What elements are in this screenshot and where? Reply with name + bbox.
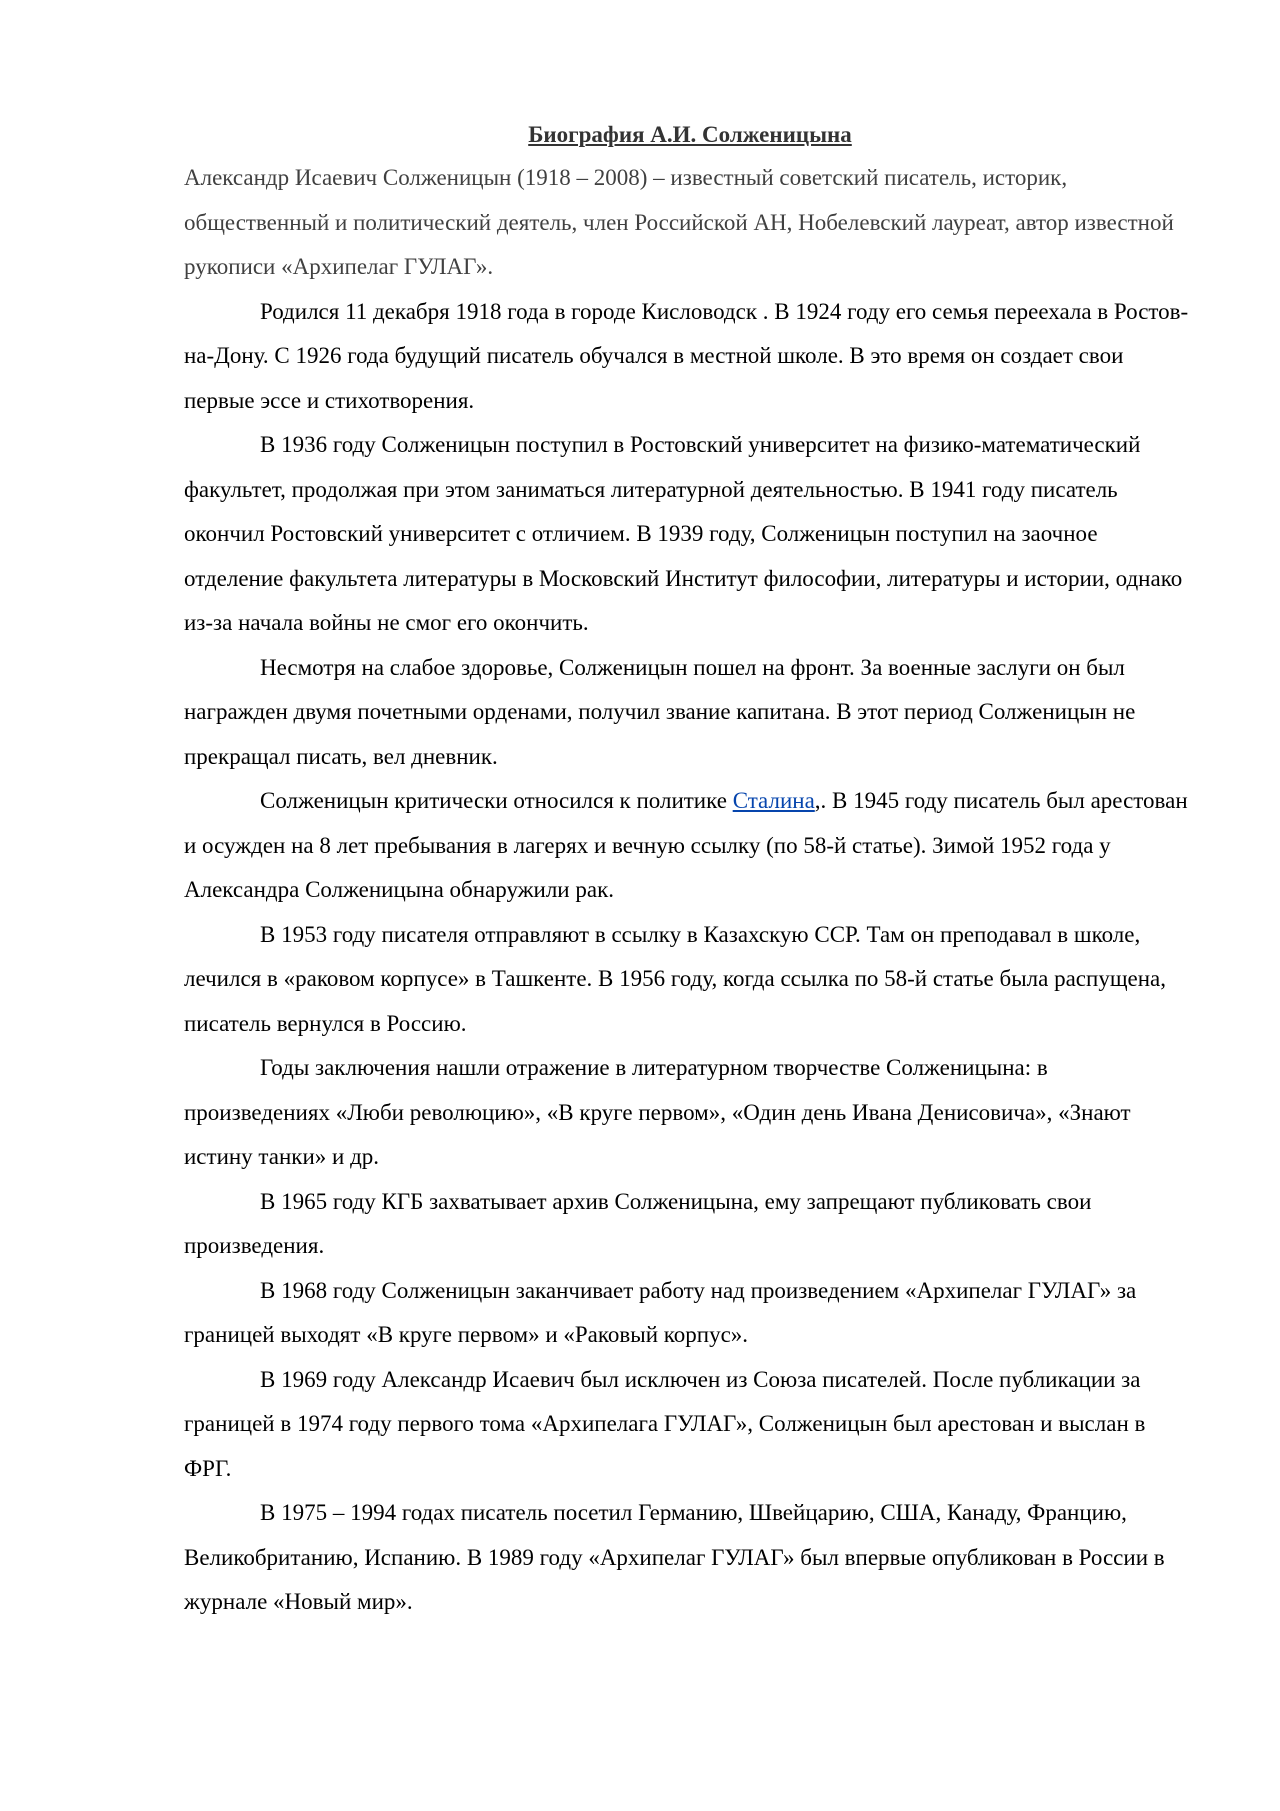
paragraph-front: Несмотря на слабое здоровье, Солженицын пошел на фронт. За военные заслуги он был награжден двумя почетными орденами, получил звание капитана. В этот период Солженицын не прекращал писать, вел дневник.	[184, 654, 1136, 769]
paragraph-gulag: В 1968 году Солженицын заканчивает работу над произведением «Архипелаг ГУЛАГ» за границей выходят «В круге первом» и «Раковый корпус».	[184, 1277, 1137, 1347]
document-page	[184, 118, 1196, 1625]
paragraph-exile: В 1953 году писателя отправляют в ссылку в Казахскую ССР. Там он преподавал в школе, лечился в «раковом корпусе» в Ташкенте. В 1956 году, когда ссылка по 58-й статье была распущена, писатель вернулся в Россию.	[184, 921, 1167, 1036]
paragraph-arrest	[184, 779, 1196, 913]
document-title: Биография А.И. Солженицына	[528, 122, 852, 147]
paragraph-expulsion: В 1969 году Александр Исаевич был исключен из Союза писателей. После публикации за границей в 1974 году первого тома «Архипелага ГУЛАГ», Солженицын был арестован и выслан в ФРГ.	[184, 1366, 1146, 1481]
paragraph-works: Годы заключения нашли отражение в литературном творчестве Солженицына: в произведениях «Люби революцию», «В круге первом», «Один день Ивана Денисовича», «Знают истину танки» и др.	[184, 1055, 1131, 1169]
paragraph-kgb: В 1965 году КГБ захватывает архив Солженицына, ему запрещают публиковать свои произведения.	[184, 1188, 1092, 1258]
stalin-link[interactable]: Сталина	[732, 788, 815, 813]
paragraph-university: В 1936 году Солженицын поступил в Ростовский университет на физико-математический факультет, продолжая при этом заниматься литературной деятельностью. В 1941 году писатель окончил Ростовский университет с отличием. В 1939 году, Солженицын поступил на заочное отделение факультета литературы в Московский Институт философии, литературы и истории, однако из-за начала войны не смог его окончить.	[184, 432, 1183, 635]
lead-paragraph: Александр Исаевич Солженицын (1918 – 2008) – известный советский писатель, историк, общественный и политический деятель, член Российской АН, Нобелевский лауреат, автор известной рукописи «Архипелаг ГУЛАГ».	[184, 165, 1174, 279]
paragraph-arrest-text-before: Солженицын критически относился к политике	[260, 788, 733, 813]
paragraph-travels: В 1975 – 1994 годах писатель посетил Германию, Швейцарию, США, Канаду, Францию, Великобританию, Испанию. В 1989 году «Архипелаг ГУЛАГ» был впервые опубликован в России в журнале «Новый мир».	[184, 1500, 1165, 1614]
paragraph-arrest-text-after: ,. В 1945 году писатель был арестован и осужден на 8 лет пребывания в лагерях и вечную ссылку (по 58-й статье). Зимой 1952 года у Александра Солженицына обнаружили рак.	[184, 788, 1188, 902]
paragraph-birth: Родился 11 декабря 1918 года в городе Кисловодск . В 1924 году его семья переехала в Ростов-на-Дону. С 1926 года будущий писатель обучался в местной школе. В это время он создает свои первые эссе и стихотворения.	[184, 298, 1189, 413]
